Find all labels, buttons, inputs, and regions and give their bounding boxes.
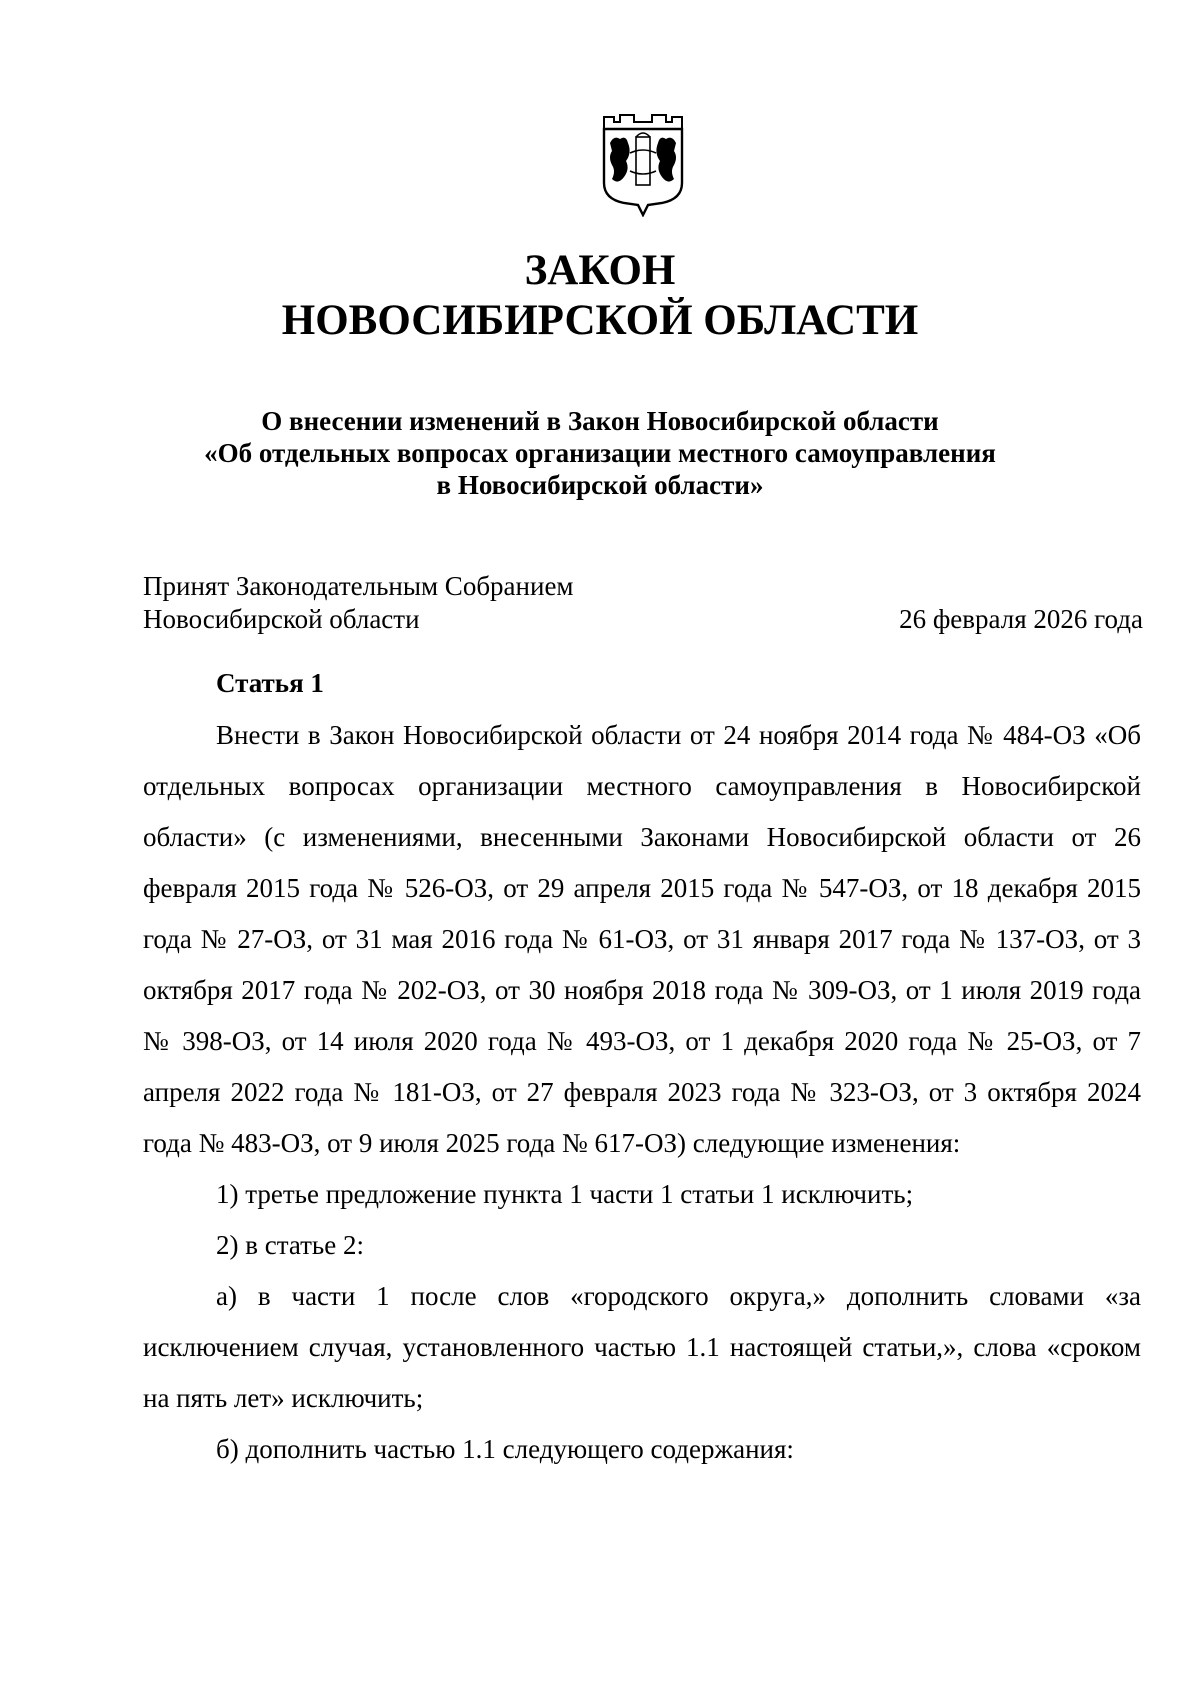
law-subtitle: [150, 405, 1050, 501]
novosibirsk-coat-of-arms-icon: [600, 113, 686, 217]
adoption-line2: Новосибирской области: [143, 604, 420, 634]
adoption-date: 26 февраля 2026 года: [899, 604, 1143, 634]
article-paragraph: Внести в Закон Новосибирской области от 24 ноября 2014 года № 484-ОЗ «Об отдельных вопросах организации местного самоуправления в Новосибирской области» (с изменениями, внесенными Законами Новосибирской области от 26 февраля 2015 года № 526-ОЗ, от 29 апреля 2015 года № 547-ОЗ, от 18 декабря 2015 года № 27-ОЗ, от 31 мая 2016 года № 61-ОЗ, от 31 января 2017 года № 137-ОЗ, от 3 октября 2017 года № 202-ОЗ, от 30 ноября 2018 года № 309-ОЗ, от 1 июля 2019 года № 398-ОЗ, от 14 июля 2020 года № 493-ОЗ, от 1 декабря 2020 года № 25-ОЗ, от 7 апреля 2022 года № 181-ОЗ, от 27 февраля 2023 года № 323-ОЗ, от 3 октября 2024 года № 483-ОЗ, от 9 июля 2025 года № 617-ОЗ) следующие изменения:: [143, 720, 1141, 1158]
law-title: [0, 246, 1200, 346]
adoption-line1: Принят Законодательным Собранием: [143, 571, 574, 601]
law-title-line2: НОВОСИБИРСКОЙ ОБЛАСТИ: [281, 297, 919, 344]
article-paragraph: а) в части 1 после слов «городского округа,» дополнить словами «за исключением случая, установленного частью 1.1 настоящей статьи,», слова «сроком на пять лет» исключить;: [143, 1281, 1141, 1413]
law-subtitle-line3: в Новосибирской области»: [436, 470, 764, 500]
law-title-line1: ЗАКОН: [524, 247, 676, 294]
article-paragraph: 1) третье предложение пункта 1 части 1 статьи 1 исключить;: [216, 1179, 914, 1209]
adoption-block: [143, 570, 1143, 636]
article-heading: Статья 1: [216, 668, 324, 698]
article-paragraph: б) дополнить частью 1.1 следующего содержания:: [216, 1434, 794, 1464]
law-subtitle-line1: О внесении изменений в Закон Новосибирской области: [261, 406, 939, 436]
article-body: [143, 710, 1141, 1475]
article-paragraph: 2) в статье 2:: [216, 1230, 364, 1260]
law-subtitle-line2: «Об отдельных вопросах организации местного самоуправления: [204, 438, 996, 468]
